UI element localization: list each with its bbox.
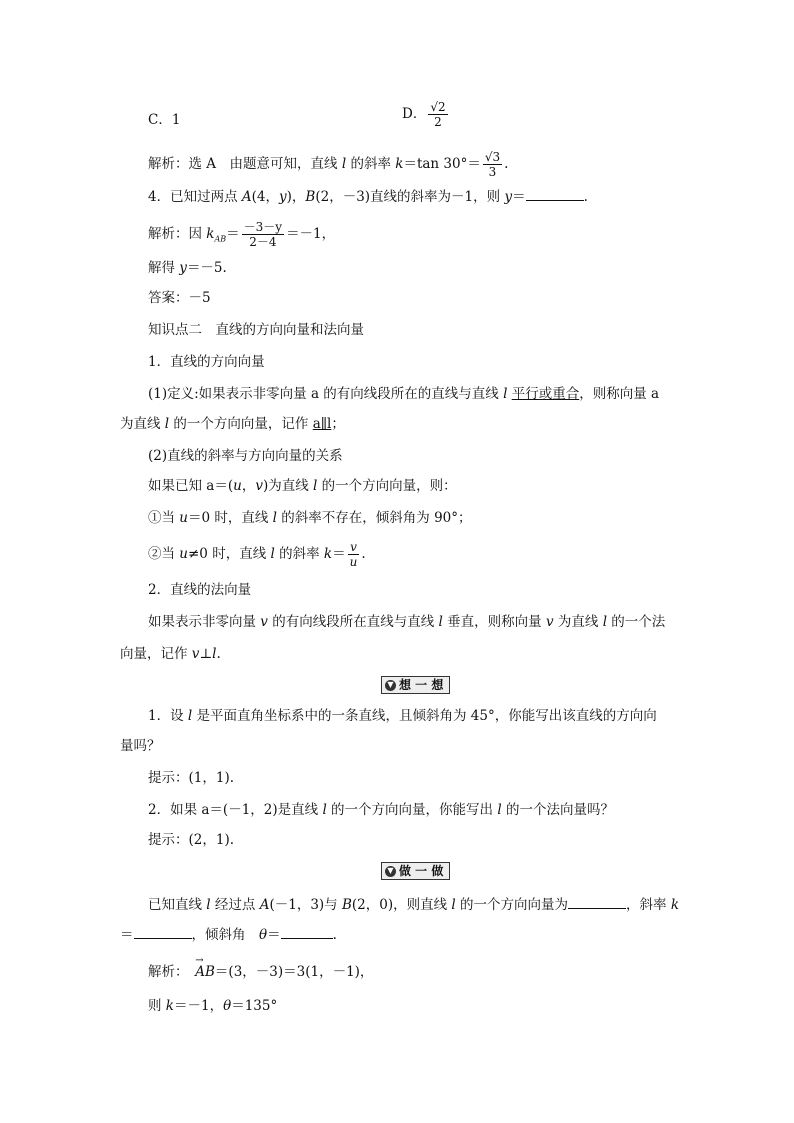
text: 的斜率 [346, 156, 396, 172]
var-v: v [545, 614, 554, 630]
var-l: l [602, 614, 608, 630]
text: ，斜率 [626, 897, 671, 913]
text: ＝ [332, 546, 346, 562]
vector-ab: → AB [195, 962, 215, 982]
var-k: k [165, 998, 174, 1014]
text: 如果表示非零向量 [148, 614, 261, 630]
var-k: k [395, 156, 404, 172]
text: ＝(3，－3)＝3(1，－1)， [214, 964, 374, 980]
text: . [216, 646, 221, 662]
practice-task [148, 894, 679, 915]
text: 的斜率不存在，倾斜角为 90°； [277, 510, 472, 526]
text: 2．如果 a＝(－1，2)是直线 [148, 802, 323, 818]
text: ＝ [226, 226, 240, 242]
var-l: l [206, 897, 211, 913]
definition-2-cont [120, 644, 221, 664]
practice-task-cont [120, 924, 337, 945]
text: 的一个方向向量，则： [317, 478, 457, 494]
var-u: u [233, 478, 242, 494]
var-a: A [259, 897, 270, 913]
choice-c: C．1 [148, 112, 181, 128]
text: (2，0)，则直线 [351, 897, 452, 913]
text: 1．设 [148, 708, 188, 724]
text: (－1，3)与 [269, 897, 342, 913]
fraction-numerator: √3 [484, 150, 501, 164]
var-k: k [670, 897, 680, 913]
var-b: B [305, 189, 316, 205]
text: ＝ [120, 927, 134, 943]
text: ＝ [267, 927, 281, 943]
var-b: B [341, 897, 352, 913]
var-k: k [323, 546, 333, 562]
var-l: l [503, 386, 508, 402]
question-4 [148, 186, 588, 207]
var-a: A [241, 189, 252, 205]
var-l: l [187, 708, 193, 724]
fraction [428, 100, 447, 129]
definition-1 [148, 384, 659, 404]
text: ，则称向量 a [579, 386, 660, 402]
relation-title: (2)直线的斜率与方向向量的关系 [148, 448, 343, 464]
fraction-denominator: 2 [434, 115, 442, 129]
text: ⊥ [199, 646, 213, 662]
chevron-down-icon: ▼ [385, 866, 396, 877]
text: 解析：选 A 由题意可知，直线 [148, 156, 342, 172]
text: ＝tan 30°＝ [403, 156, 481, 172]
practice-solution [148, 962, 373, 982]
definition-1-cont [120, 414, 345, 434]
var-l: l [341, 156, 347, 172]
text: . [361, 546, 366, 562]
underlined-term: 平行或重合 [511, 386, 580, 402]
case-1 [148, 508, 472, 528]
text: (4， [251, 189, 279, 205]
text: 解析： [148, 964, 196, 980]
fraction-denominator: 2－4 [249, 235, 277, 249]
text: 如果已知 a＝( [148, 478, 234, 494]
badge-label: 做 一 做 [399, 864, 444, 878]
text: 的一个方向向量为 [455, 897, 569, 913]
text: ，倾斜角 [191, 927, 259, 943]
text: ＝－1， [286, 226, 336, 242]
text: 的一个法 [607, 614, 666, 630]
text: )为直线 [262, 478, 314, 494]
text: ＝ [512, 189, 526, 205]
answer-blank [281, 924, 333, 939]
q4-result [148, 258, 227, 278]
chevron-down-icon: ▼ [385, 680, 396, 691]
text: 是平面直角坐标系中的一条直线，且倾斜角为 45°，你能写出该直线的方向向 [192, 708, 657, 724]
text: 垂直，则称向量 [442, 614, 546, 630]
underlined-notation: a∥l [312, 416, 332, 432]
text: 的斜率 [274, 546, 324, 562]
var-l: l [438, 614, 443, 630]
text: 4．已知过两点 [148, 189, 242, 205]
think-question-2 [148, 800, 614, 820]
text: )， [286, 189, 306, 205]
var-l: l [313, 478, 318, 494]
var-theta: θ [259, 927, 268, 943]
text: ＝－1， [173, 998, 224, 1014]
var-v: v [260, 614, 268, 630]
fraction-numerator: √2 [430, 100, 446, 114]
practice-result [148, 996, 277, 1016]
think-question-1 [148, 706, 657, 726]
q4-answer: 答案：－5 [148, 290, 211, 306]
var-v: v [191, 646, 200, 662]
text: ＝－5. [186, 260, 227, 276]
answer-blank [134, 924, 192, 939]
text: ≠0 时，直线 [188, 546, 271, 562]
text: 的有向线段所在直线与直线 [267, 614, 439, 630]
badge-label: 想 一 想 [399, 678, 444, 692]
fraction-numerator: －3－y [243, 220, 283, 234]
practice-badge [381, 862, 450, 880]
var-l: l [497, 802, 502, 818]
text: (1)定义:如果表示非零向量 a 的有向线段所在的直线与直线 [148, 386, 504, 402]
var-l: l [164, 416, 170, 432]
relation-intro [148, 476, 457, 496]
text: 解得 [148, 260, 180, 276]
text: 的一个法向量吗？ [501, 802, 614, 818]
q3-solution [148, 150, 508, 179]
var-l: l [322, 802, 327, 818]
var-u: u [179, 510, 188, 526]
text: 的一个方向向量，你能写出 [326, 802, 498, 818]
text: 解析：因 [148, 226, 207, 242]
hint-2: 提示：(2，1). [148, 832, 235, 848]
think-badge [381, 676, 450, 694]
var-theta: θ [223, 998, 232, 1014]
text: ， [241, 478, 256, 494]
answer-blank [568, 894, 626, 909]
fraction [348, 540, 360, 569]
text: 为直线 [553, 614, 603, 630]
text: ①当 [148, 510, 180, 526]
fraction-denominator: 3 [488, 165, 497, 179]
text: . [583, 189, 588, 205]
case-2 [148, 540, 366, 569]
subsection-title: 2．直线的法向量 [148, 582, 252, 598]
fraction-numerator: v [348, 540, 360, 555]
var-l: l [270, 546, 275, 562]
q4-solution [148, 220, 335, 250]
text: (2，－3)直线的斜率为－1，则 [315, 189, 505, 205]
var-l: l [451, 897, 456, 913]
definition-2 [148, 612, 665, 632]
var-y: y [504, 189, 513, 205]
text: ②当 [148, 546, 180, 562]
answer-blank [526, 186, 584, 201]
text: . [332, 927, 337, 943]
hint-1: 提示：(1，1). [148, 770, 235, 786]
text: 的一个方向向量，记作 [169, 416, 313, 432]
think-question-1-cont: 量吗？ [120, 738, 161, 754]
subsection-title: 1．直线的方向向量 [148, 354, 265, 370]
var-l: l [272, 510, 277, 526]
text: 为直线 [120, 416, 165, 432]
choice-d-label: D． [402, 106, 427, 122]
text: 则 [148, 998, 166, 1014]
fraction-denominator: u [349, 555, 358, 569]
subscript: AB [214, 234, 227, 244]
fraction [483, 150, 502, 179]
var-y: y [179, 260, 187, 276]
var-v: v [255, 478, 263, 494]
text: 经过点 [210, 897, 260, 913]
var-k: k [206, 226, 215, 242]
text: 向量，记作 [120, 646, 192, 662]
text: ； [331, 416, 345, 432]
fraction [242, 220, 284, 249]
var-u: u [179, 546, 188, 562]
section-title: 知识点二 直线的方向向量和法向量 [148, 322, 364, 338]
choice-d [402, 100, 450, 129]
text: ＝0 时，直线 [188, 510, 273, 526]
text: . [504, 156, 509, 172]
var-y: y [279, 189, 287, 205]
text: 已知直线 [148, 897, 207, 913]
text: ＝135° [231, 998, 278, 1014]
var-l: l [212, 646, 217, 662]
